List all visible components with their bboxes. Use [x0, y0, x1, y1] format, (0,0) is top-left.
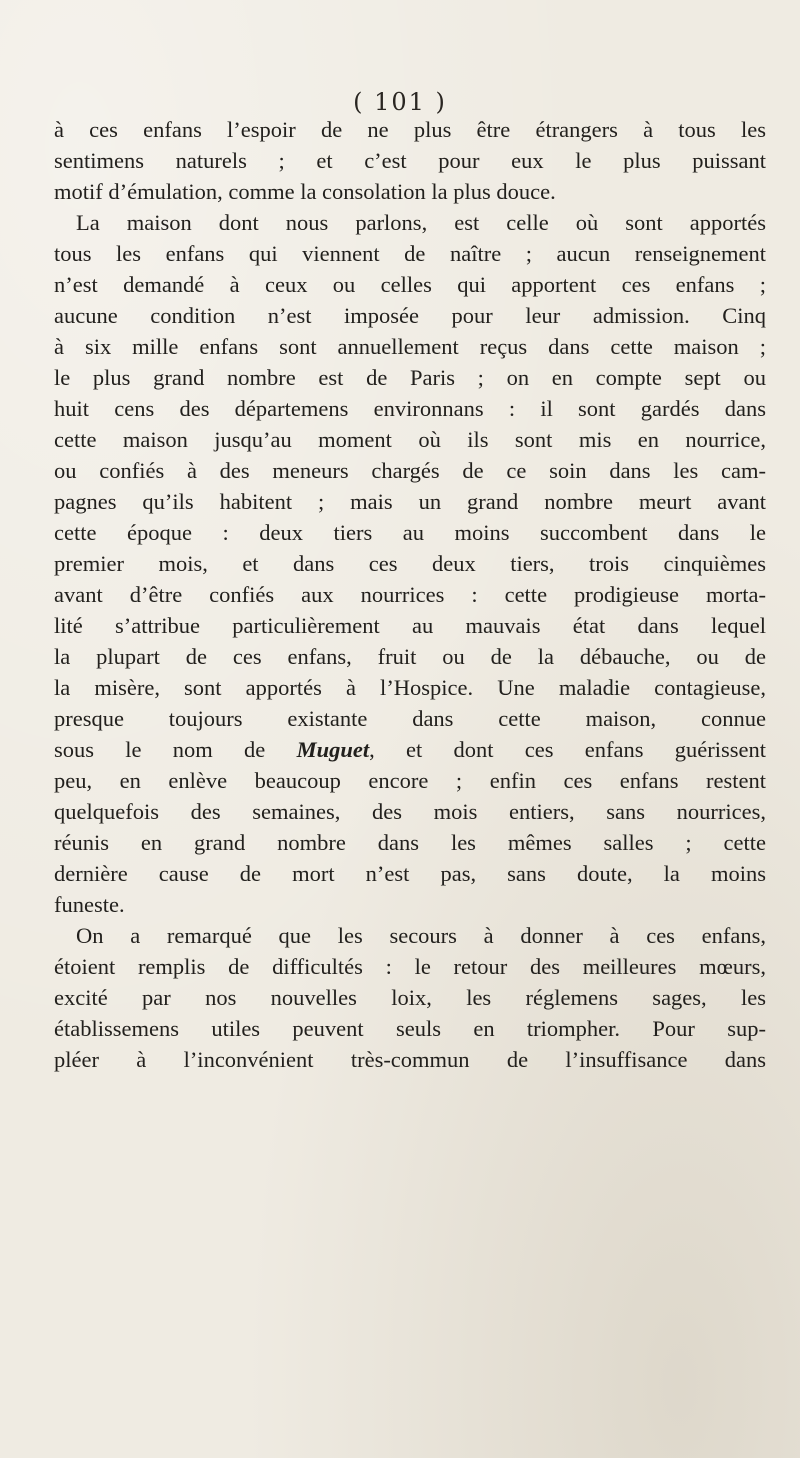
- text-line: tous les enfans qui viennent de naître ; aucun renseignement: [54, 241, 766, 266]
- text-line: dernière cause de mort n’est pas, sans doute, la moins: [54, 861, 766, 886]
- text-line: presque toujours existante dans cette maison, connue: [54, 706, 766, 731]
- text-line-muguet: [54, 734, 766, 765]
- italic-term: Muguet: [296, 737, 370, 762]
- text-line: la plupart de ces enfans, fruit ou de la débauche, ou de: [54, 644, 766, 669]
- text-line: pagnes qu’ils habitent ; mais un grand nombre meurt avant: [54, 489, 766, 514]
- text-line: avant d’être confiés aux nourrices : cette prodigieuse morta-: [54, 582, 766, 607]
- text-line: huit cens des départemens environnans : il sont gardés dans: [54, 396, 766, 421]
- text-line: étoient remplis de difficultés : le retour des meilleures mœurs,: [54, 954, 766, 979]
- text-line: motif d’émulation, comme la consolation la plus douce.: [54, 179, 556, 204]
- text-line: excité par nos nouvelles loix, les réglemens sages, les: [54, 985, 766, 1010]
- text-segment: , et dont ces enfans guérissent: [369, 737, 767, 762]
- text-line: La maison dont nous parlons, est celle où sont apportés: [76, 210, 766, 235]
- text-line: la misère, sont apportés à l’Hospice. Une maladie contagieuse,: [54, 675, 766, 700]
- text-line: réunis en grand nombre dans les mêmes salles ; cette: [54, 830, 766, 855]
- text-line: On a remarqué que les secours à donner à ces enfans,: [76, 923, 766, 948]
- text-line: lité s’attribue particulièrement au mauvais état dans lequel: [54, 613, 766, 638]
- text-line: pléer à l’inconvénient très-commun de l’insuffisance dans: [54, 1047, 766, 1072]
- text-line: aucune condition n’est imposée pour leur admission. Cinq: [54, 303, 766, 328]
- text-line: à ces enfans l’espoir de ne plus être étrangers à tous les: [54, 117, 766, 142]
- text-line: le plus grand nombre est de Paris ; on en compte sept ou: [54, 365, 766, 390]
- text-line: peu, en enlève beaucoup encore ; enfin ces enfans restent: [54, 768, 766, 793]
- text-line: cette époque : deux tiers au moins succombent dans le: [54, 520, 766, 545]
- text-line: funeste.: [54, 892, 125, 917]
- text-line: premier mois, et dans ces deux tiers, trois cinquièmes: [54, 551, 766, 576]
- text-line: sentimens naturels ; et c’est pour eux le plus puissant: [54, 148, 766, 173]
- text-line: quelquefois des semaines, des mois entiers, sans nourrices,: [54, 799, 766, 824]
- text-line: cette maison jusqu’au moment où ils sont mis en nourrice,: [54, 427, 766, 452]
- text-line: à six mille enfans sont annuellement reçus dans cette maison ;: [54, 334, 766, 359]
- text-line: établissemens utiles peuvent seuls en triompher. Pour sup-: [54, 1016, 766, 1041]
- text-segment: sous le nom de: [54, 737, 266, 762]
- body-text: [54, 114, 766, 1075]
- text-line: ou confiés à des meneurs chargés de ce soin dans les cam-: [54, 458, 766, 483]
- page-number: ( 101 ): [353, 88, 447, 116]
- text-line: n’est demandé à ceux ou celles qui apportent ces enfans ;: [54, 272, 766, 297]
